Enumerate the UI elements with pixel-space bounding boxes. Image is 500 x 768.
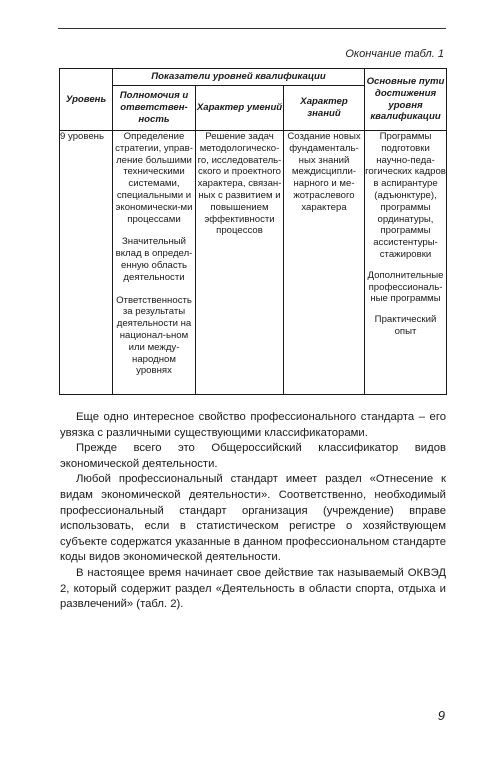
table-caption: Окончание табл. 1 bbox=[345, 48, 444, 60]
top-rule bbox=[58, 28, 446, 29]
paragraph: В настоящее время начинает свое действие так называемый ОКВЭД 2, который содержит раздел «Деятельность в области спорта, отдыха и развлечений» (табл. 2). bbox=[60, 566, 446, 611]
ways-item: Практический опыт bbox=[374, 314, 437, 337]
cell-level: 9 уровень bbox=[60, 131, 113, 395]
paragraph: Любой профессиональный стандарт имеет раздел «Отнесение к видам экономической деятельности». Соответственно, необходимый профессиональный стандарт организация (учреждение) вправе использовать, если в статистическом регистре о хозяйствующем субъекте содержатся указанные в данном профессиональном стандарте коды видов экономической деятельности. bbox=[60, 473, 446, 564]
header-knowledge: Характер знаний bbox=[284, 86, 365, 131]
ways-item: Программы подготовки научно-педа-гогических кадров в аспирантуре (адъюнктуре), программы ординатуры, программы ассистентуры-стажировки bbox=[365, 131, 446, 260]
paragraph: Прежде всего это Общероссийский классификатор видов экономической деятельности. bbox=[60, 442, 446, 470]
cell-authority bbox=[113, 131, 196, 395]
cell-ways bbox=[365, 131, 447, 395]
header-authority: Полномочия и ответствен-ность bbox=[113, 86, 196, 131]
table-row bbox=[60, 131, 447, 395]
authority-item: Определение стратегии, управ-ление большими техническими системами, специальными и экономически-ми процессами bbox=[115, 131, 193, 225]
authority-item: Ответственность за результаты деятельности на национал-ьном или между-народном уровнях bbox=[116, 294, 192, 377]
header-skills: Характер умений bbox=[196, 86, 284, 131]
paragraph: Еще одно интересное свойство профессионального стандарта – его увязка с различными существующими классификаторами. bbox=[60, 411, 446, 439]
cell-knowledge: Создание новых фундаменталь-ных знаний междисципли-нарного и ме-жотраслевого характера bbox=[284, 131, 365, 395]
header-ways: Основные пути достижения уровня квалификации bbox=[365, 69, 447, 131]
header-indicators-group: Показатели уровней квалификации bbox=[113, 69, 365, 86]
header-level: Уровень bbox=[60, 69, 113, 131]
authority-item: Значительный вклад в определ-енную область деятельности bbox=[115, 236, 193, 283]
page-number: 9 bbox=[437, 708, 445, 723]
body-text bbox=[60, 410, 446, 613]
ways-item: Дополнительные профессиональ-ные программы bbox=[367, 269, 444, 305]
cell-skills: Решение задач методологическо-го, исследователь-ского и проектного характера, связан-ных с развитием и повышением эффективности процессов bbox=[196, 131, 284, 395]
qualification-table bbox=[59, 68, 447, 395]
